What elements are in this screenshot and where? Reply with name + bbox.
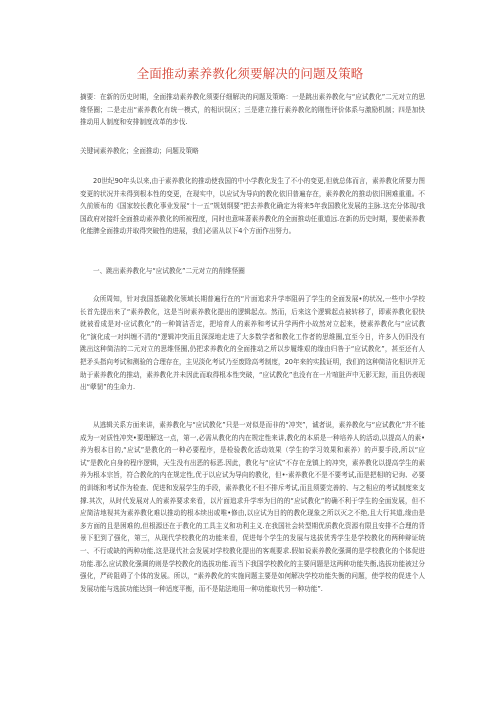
abstract: 摘要：在新的历史时期，全面推动素养教化须要仔细解决的问题及策略：一是跳出素养教化与“应试教化”二元对立的思维怪圈；二是走出“素养教化有统一模式，的相识误区；三是建立推行素养教化的刚性评价体系与激励机制；四是加快推动用人制度和安排制度改革的步伐.	[80, 93, 425, 127]
paragraph-3: 从逃辑关系方面来讲，素养教化与“应试教化”只是一对似是而非的“冲突”，诚者说，素养教化与“应试教化”并不能成为一对质性冲突•要理解这一点，第一,必需从教化的内在规定性来讲,教化的本质是一种培养人的活动,以提高人的素•养为根本目的,“应试”是教化的一种必要程序，是检验教化活动效果（学生的学习效果和素养）的声要手段,所以“应试”是教化自身的程序逻辑，天生没有出恶的标恶.因此，教化与“应试”不存在龙镇上的冲突，素养教化以提高学生的素养为根本宗旨，符合教化的内在规定性,优于以应试为导向的教化，但•-素养教化不是不要考试,而是把相l的记询、必要的训练和考试作为检查、促进和发展学生的手段，素养教化不但不排斥考试,而且须要完善的、与之相应的考试制度来支撑.其次，从时代发展对人的素养要求来看，以片面追求升学率为目的的“应试教化”的确不利于学生的全面发展，但不应简洁地视其为素养教化难以推动的根本续出或唯•修由,以应试为目的的教化现象之所以灭之不绝,且大行其道,缘由是多方面的且是困难的,但根源还在于教化的工具主义和功利主义.在我国社会转型期优质教化资源有限且安排不合理的背景下犯到了强化，第三，从现代学校教化的功能来看，促进每个学生的发展与选拔优秀学生是学校教化的两种辩证统一、不行或缺的两种功能,这是现代社会发展对学校教化提出的客观要求.假如说素养教化强调的是学校教化的个体促进功能.那么应试教化强调的则是学校教化的选拔功能.而当下我国学校教化的主要问题是这两种功能失衡,选拔功能被过分强化，严砖阻碍了个体的发展。所以，“素养教化的实施问题主要是如何解决学校功能失衡的问题，使学校的促进个人发展功能与选拔功能达到一种适度平衡，而不是陆法地用一种功能取代另一种功能”.	[80, 421, 425, 593]
document-title: 全面推动素养教化须要解决的问题及策略	[136, 66, 364, 81]
keywords: 关键词素养教化；全面推动；问题及策略	[80, 147, 199, 155]
section-heading-1: 一、跳出素养教化与“应试教化”二元对立的削维怪圈	[93, 267, 245, 275]
paragraph-1: 20世纪90年头以来,由于素养教化的推动使我国的中小学教化发生了不小的变更,但就总体而言，素养教化所要力图变更的状况并未得到根本性的变更，在现实中，以应试为导向的教化依旧普遍存在，素养教化的推动依旧困难重重。不久前颁布的《国家较长教化事业发展“十一五”规划纲要”把去养教化确定为将来5年我国教化发展的主脉.这充分体现/我国政府对接纤全面推动素养教化的所被程度，同时也意味著素养教化的全面推动任重道远.在新的历史时期，要使素养教化能脾全面推动并取得突破性的进展，我们必需从以下4个方面作出努力。	[80, 177, 425, 236]
paragraph-2: 众所周知，针对我国基础教化领域长期普遍行在的“片面追求升学率阻码了学生的全面发展•的状况,一些中小学校长首先提出来了“素养教化，这是当时素养教化提出的逻辑起点。然而，后来这个逻辑起点被转移了，即素养教化很快就被看成是对-应试教化”的一种简洁否定，把培育人的素养和考试升学两件小故然对立起来，使素养教化与“应试教化”演化成一对纠缠不清的“逻辑冲突而且深深地走进了大多数学者和教化工作者的思维圈,宜至今日，许多人仍旧没有跳出这种简洁的二元对立的思维怪圈,仍把求养教化的全面推动之所以步履维艰的缘由归咎于“应试教化”，甚至还有人把矛头指向考试和测验的合理存在，主见淡化考试乃至废除高考制度，20年来的实践证明，我们的这种简洁化相识并无助于素养教化的推动，素养教化并未因此而取得根本性突破，“应试教化”也没有在一片喧脏声中无影无踪，而且仍表现出“孽韧”的生命力.	[80, 295, 425, 392]
